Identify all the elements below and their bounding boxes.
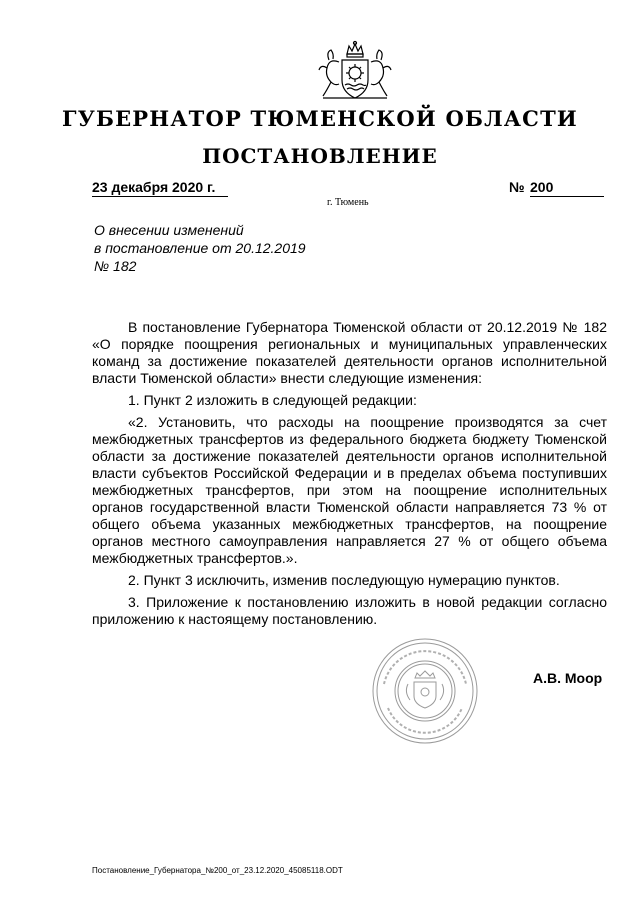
text-line: 3. Приложение к постановлению изложить в новой редакции согласно (128, 594, 607, 610)
city-label: г. Тюмень (327, 197, 369, 208)
footer-filename: Постановление_Губернатора_№200_от_23.12.2020_45085118.ODT (92, 866, 343, 875)
text-line: межбюджетных трансфертов, при этом на поощрение исполнительных (92, 482, 607, 498)
paragraph-item-1 (92, 392, 607, 409)
number-sign: № (509, 179, 525, 195)
document-body (92, 319, 607, 628)
document-number (509, 179, 604, 197)
paragraph-item-2 (92, 572, 607, 589)
coat-of-arms-icon (309, 40, 401, 106)
text-line: В постановление Губернатора Тюменской области от 20.12.2019 № 182 (128, 319, 607, 335)
text-line: органов государственной власти Тюменской области направляется 73 % от (92, 499, 607, 515)
about-heading (94, 221, 354, 275)
about-line: О внесении изменений (94, 222, 244, 238)
seal-stamp-icon (370, 636, 480, 746)
about-line: в постановление от 20.12.2019 (94, 240, 306, 256)
text-line: 2. Пункт 3 исключить, изменив последующую нумерацию пунктов. (128, 572, 560, 588)
document-type: ПОСТАНОВЛЕНИЕ (202, 144, 438, 168)
text-line: власти Тюменской области» внести следующие изменения: (92, 370, 483, 386)
text-line: органов местного самоуправления направляется 27 % от общего объема (92, 533, 607, 549)
about-line: № 182 (94, 258, 137, 274)
text-line: межбюджетных трансфертов.». (92, 550, 298, 566)
text-line: «О порядке поощрения региональных и муниципальных управленческих (92, 336, 607, 352)
text-line: команд за достижение показателей деятельности органов исполнительной (92, 353, 607, 369)
text-line: межбюджетных трансфертов из федерального бюджета бюджету Тюменской (92, 431, 607, 447)
text-line: 1. Пункт 2 изложить в следующей редакции: (128, 392, 417, 408)
issuer-title: ГУБЕРНАТОР ТЮМЕНСКОЙ ОБЛАСТИ (62, 106, 578, 131)
text-line: области за достижение показателей деятельности органов исполнительной (92, 448, 607, 464)
signer-name: А.В. Моор (533, 670, 603, 686)
text-line: власти субъектов Российской Федерации и в пределах объема поступивших (92, 465, 607, 481)
number-value: 200 (530, 179, 604, 197)
document-date: 23 декабря 2020 г. (92, 179, 228, 197)
paragraph-intro (92, 319, 607, 387)
text-line: общего объема указанных межбюджетных трансфертов, на поощрение (92, 516, 607, 532)
paragraph-item-3 (92, 594, 607, 628)
paragraph-quote (92, 414, 607, 567)
text-line: «2. Установить, что расходы на поощрение производятся за счет (128, 414, 607, 430)
text-line: приложению к настоящему постановлению. (92, 611, 378, 627)
